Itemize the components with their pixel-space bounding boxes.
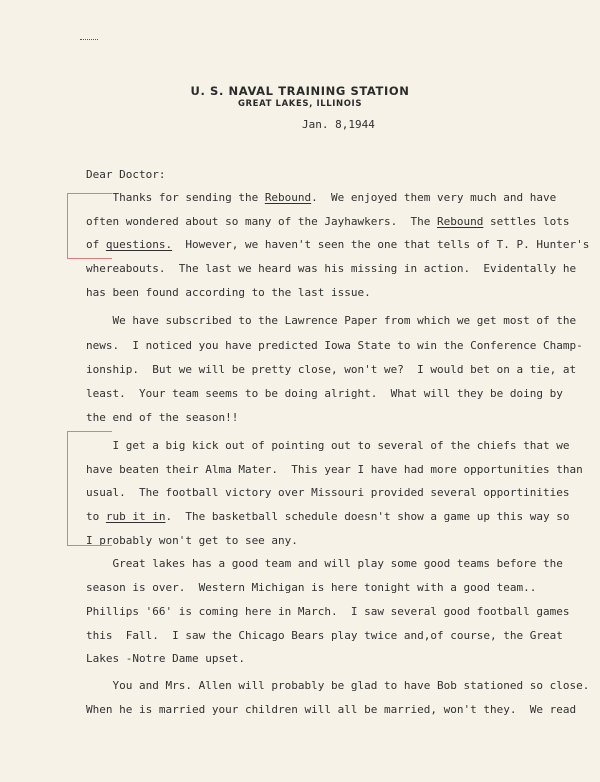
margin-bracket-mark xyxy=(67,193,112,259)
body-text: I get a big kick out of pointing out to several of the chiefs that we xyxy=(86,439,570,452)
body-line xyxy=(86,439,569,453)
underlined-text: Rebound xyxy=(437,215,484,228)
underlined-text: Rebound xyxy=(264,191,312,204)
body-text: However, we haven't seen the one that tells of T. P. Hunter's xyxy=(172,238,590,251)
body-line xyxy=(86,486,569,500)
body-text: Great lakes has a good team and will play some good teams before the xyxy=(86,557,563,570)
body-line xyxy=(86,510,569,524)
body-line xyxy=(86,286,371,300)
body-line xyxy=(86,652,245,666)
underlined-text: questions. xyxy=(105,238,173,251)
body-text: When he is married your children will all be married, won't they. We read xyxy=(86,703,577,716)
letterhead-location: GREAT LAKES, ILLINOIS xyxy=(237,99,363,109)
body-line xyxy=(86,411,238,425)
body-text: whereabouts. The last we heard was his missing in action. Evidentally he xyxy=(86,262,577,275)
body-text: news. I noticed you have predicted Iowa State to win the Conference Champ- xyxy=(86,339,583,352)
body-line xyxy=(86,215,569,229)
body-line xyxy=(86,238,589,252)
body-text: I probably won't get to see any. xyxy=(86,534,298,547)
ink-speck xyxy=(80,39,98,42)
body-text: have beaten their Alma Mater. This year I have had more opportunities than xyxy=(86,463,583,476)
body-line xyxy=(86,703,576,717)
body-text: settles lots xyxy=(483,215,570,228)
letter-date: Jan. 8,1944 xyxy=(302,118,375,131)
letterhead-title: U. S. NAVAL TRAINING STATION xyxy=(190,84,410,98)
body-line xyxy=(86,314,576,328)
body-text: to xyxy=(86,510,106,523)
body-text: . The basketball schedule doesn't show a game up this way so xyxy=(165,510,570,523)
body-line xyxy=(86,534,298,548)
body-text: this Fall. I saw the Chicago Bears play twice and,of course, the Great xyxy=(86,629,563,642)
body-line xyxy=(86,581,536,595)
body-line xyxy=(86,339,583,353)
body-line xyxy=(86,557,563,571)
body-line xyxy=(86,463,583,477)
body-text: Phillips '66' is coming here in March. I saw several good football games xyxy=(86,605,570,618)
body-text: Thanks for sending the xyxy=(86,191,265,204)
body-text: often wondered about so many of the Jayhawkers. The xyxy=(86,215,437,228)
margin-bracket-mark xyxy=(67,431,112,546)
body-line xyxy=(86,191,556,205)
body-text: ionship. But we will be pretty close, won't we? I would bet on a tie, at xyxy=(86,363,577,376)
body-text: least. Your team seems to be doing alright. What will they be doing by xyxy=(86,387,563,400)
body-line xyxy=(86,679,589,693)
body-line xyxy=(86,629,563,643)
body-line xyxy=(86,363,576,377)
body-text: We have subscribed to the Lawrence Paper from which we get most of the xyxy=(86,314,577,327)
body-text: has been found according to the last issue. xyxy=(86,286,371,299)
body-text: You and Mrs. Allen will probably be glad to have Bob stationed so close. xyxy=(86,679,590,692)
body-text: season is over. Western Michigan is here tonight with a good team.. xyxy=(86,581,537,594)
body-text: . We enjoyed them very much and have xyxy=(311,191,557,204)
underlined-text: rub it in xyxy=(105,510,166,523)
body-text: the end of the season!! xyxy=(86,411,239,424)
body-line xyxy=(86,387,563,401)
body-line xyxy=(86,262,576,276)
salutation: Dear Doctor: xyxy=(86,168,166,181)
body-text: usual. The football victory over Missouri provided several opportinities xyxy=(86,486,570,499)
body-text: of xyxy=(86,238,106,251)
body-text: Lakes -Notre Dame upset. xyxy=(86,652,245,665)
body-line xyxy=(86,605,569,619)
